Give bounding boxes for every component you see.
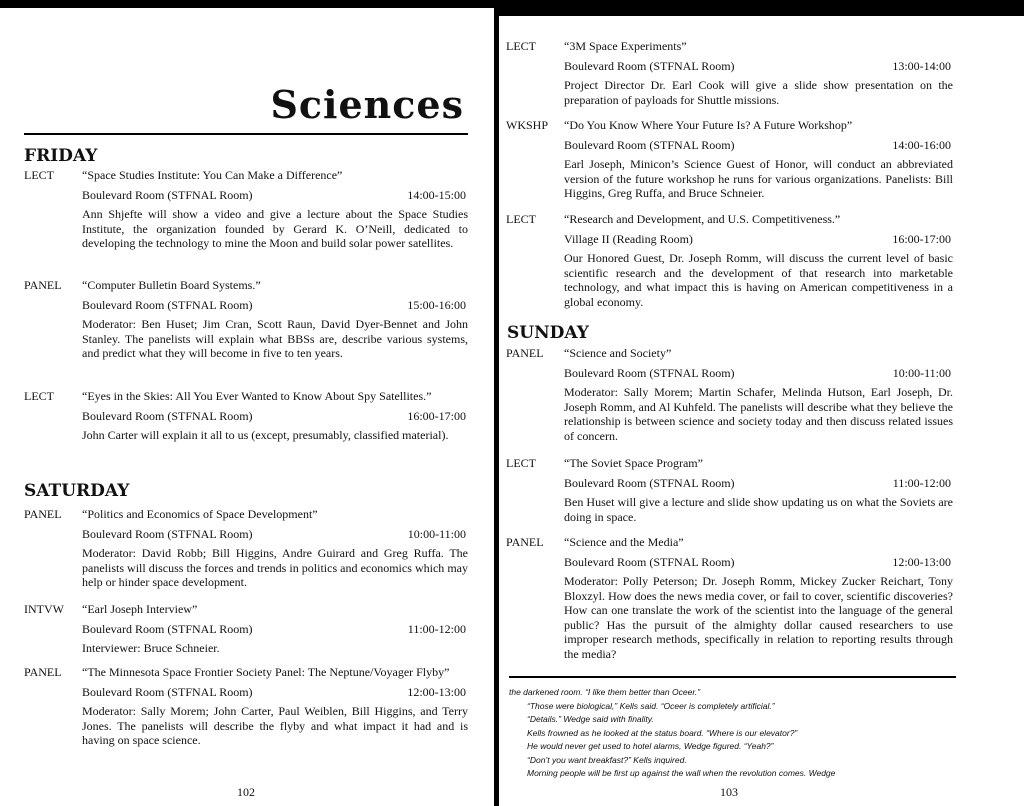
event-description: Moderator: Sally Morem; John Carter, Paul Weiblen, Bill Higgins, and Terry Jones. The panelists will describe the flyby and what impact it had and is having on space science. <box>82 704 468 747</box>
event-type: PANEL <box>24 665 62 679</box>
schedule-event <box>506 212 953 309</box>
event-room: Boulevard Room (STFNAL Room) <box>82 526 253 541</box>
event-description: Earl Joseph, Minicon’s Science Guest of Honor, will conduct an abbreviated version of the future workshop he runs for various organizations. Panelists: Bill Higgins, Greg Ruffa, and Bruce Schneier. <box>564 157 953 200</box>
event-description: Moderator: Sally Morem; Martin Schafer, Melinda Hutson, Earl Joseph, Dr. Joseph Romm, and Al Kuhfeld. The panelists will describe what they believe the relationship is between science and society today and then discuss related issues of concern. <box>564 385 953 443</box>
story-line: the darkened room. “I like them better than Oceer.” <box>509 687 701 697</box>
schedule-event <box>506 39 953 107</box>
schedule-event <box>24 168 468 251</box>
event-title: “The Minnesota Space Frontier Society Panel: The Neptune/Voyager Flyby” <box>82 665 450 679</box>
story-line: “Don’t you want breakfast?” Kells inquired. <box>527 754 687 765</box>
story-line: Morning people will be first up against the wall when the revolution comes. Wedge <box>527 768 836 778</box>
event-title: “3M Space Experiments” <box>564 39 687 53</box>
page-number: 102 <box>237 785 255 799</box>
left-page <box>0 8 494 806</box>
story-line: “Those were biological,” Kells said. “Oceer is completely artificial.” <box>527 700 775 711</box>
day-heading-friday: FRIDAY <box>24 146 98 166</box>
event-description: Moderator: David Robb; Bill Higgins, Andre Guirard and Greg Ruffa. The panelists will discuss the forces and trends in politics and economics which may help or hinder space development. <box>82 546 468 589</box>
event-title: “Science and the Media” <box>564 535 684 549</box>
story-excerpt <box>509 686 835 781</box>
event-type: LECT <box>24 389 54 403</box>
page-number: 103 <box>720 785 738 799</box>
event-title: “Eyes in the Skies: All You Ever Wanted to Know About Spy Satellites.” <box>82 389 432 403</box>
schedule-event <box>24 665 468 748</box>
event-type: PANEL <box>506 535 544 549</box>
event-type: PANEL <box>24 278 62 292</box>
event-title: “Research and Development, and U.S. Competitiveness.” <box>564 212 841 226</box>
event-description: Our Honored Guest, Dr. Joseph Romm, will discuss the current level of basic scientific research and the development of that research into marketable technology, and what impact this is having on American competitiveness in a global economy. <box>564 251 953 309</box>
event-time: 11:00-12:00 <box>892 475 951 490</box>
event-type: WKSHP <box>506 118 549 132</box>
event-type: PANEL <box>506 346 544 360</box>
event-type: INTVW <box>24 602 64 616</box>
schedule-event <box>506 456 953 524</box>
event-room: Boulevard Room (STFNAL Room) <box>564 137 735 152</box>
event-room: Boulevard Room (STFNAL Room) <box>82 684 253 699</box>
story-line: He would never get used to hotel alarms, Wedge figured. “Yeah?” <box>527 741 774 751</box>
story-line: “Details.” Wedge said with finality. <box>527 714 654 724</box>
event-room: Boulevard Room (STFNAL Room) <box>82 297 253 312</box>
event-time: 16:00-17:00 <box>892 231 951 246</box>
event-title: “Science and Society” <box>564 346 672 360</box>
event-description: John Carter will explain it all to us (except, presumably, classified material). <box>82 428 449 442</box>
page-rule <box>509 676 956 678</box>
event-room: Boulevard Room (STFNAL Room) <box>564 475 735 490</box>
event-time: 14:00-15:00 <box>407 187 466 202</box>
story-line: Kells frowned as he looked at the status board. “Where is our elevator?” <box>527 727 798 738</box>
event-room: Boulevard Room (STFNAL Room) <box>82 621 253 636</box>
event-type: LECT <box>24 168 54 182</box>
event-room: Boulevard Room (STFNAL Room) <box>82 408 253 423</box>
event-time: 12:00-13:00 <box>407 684 466 699</box>
event-title: “The Soviet Space Program” <box>564 456 703 470</box>
schedule-event <box>506 346 953 443</box>
event-room: Boulevard Room (STFNAL Room) <box>82 187 253 202</box>
event-room: Boulevard Room (STFNAL Room) <box>564 365 735 380</box>
schedule-event <box>506 535 953 661</box>
event-title: “Space Studies Institute: You Can Make a Difference” <box>82 168 343 182</box>
event-time: 13:00-14:00 <box>892 58 951 73</box>
title-rule <box>24 133 468 135</box>
event-type: LECT <box>506 39 536 53</box>
event-description: Ann Shjefte will show a video and give a lecture about the Space Studies Institute, the organization founded by Gerard K. O’Neill, dedicated to developing the technology to mine the Moon and build solar power satellites. <box>82 207 468 250</box>
event-type: LECT <box>506 456 536 470</box>
event-room: Boulevard Room (STFNAL Room) <box>564 58 735 73</box>
event-description: Interviewer: Bruce Schneier. <box>82 641 220 655</box>
event-description: Moderator: Polly Peterson; Dr. Joseph Romm, Mickey Zucker Reichart, Tony Bloxzyl. How does the news media cover, or fail to cover, scientific discoveries? How can one translate the work of the scientist into the language of the general public? Has the pursuit of the almighty dollar caused researchers to use improper research methods, specifically in relation to reporting results through the media? <box>564 574 953 661</box>
day-heading-saturday: SATURDAY <box>24 481 130 501</box>
schedule-event <box>24 602 468 656</box>
schedule-event <box>506 118 953 201</box>
event-room: Village II (Reading Room) <box>564 231 693 246</box>
event-time: 16:00-17:00 <box>407 408 466 423</box>
event-title: “Politics and Economics of Space Development” <box>82 507 318 521</box>
event-description: Ben Huset will give a lecture and slide show updating us on what the Soviets are doing in space. <box>564 495 953 524</box>
section-title: Sciences <box>270 82 464 127</box>
event-time: 15:00-16:00 <box>407 297 466 312</box>
event-title: “Computer Bulletin Board Systems.” <box>82 278 261 292</box>
event-description: Project Director Dr. Earl Cook will give a slide show presentation on the preparation of payloads for Shuttle missions. <box>564 78 953 107</box>
event-type: LECT <box>506 212 536 226</box>
event-time: 11:00-12:00 <box>407 621 466 636</box>
event-room: Boulevard Room (STFNAL Room) <box>564 554 735 569</box>
event-title: “Do You Know Where Your Future Is? A Future Workshop” <box>564 118 853 132</box>
event-description: Moderator: Ben Huset; Jim Cran, Scott Raun, David Dyer-Bennet and John Stanley. The panelists will explain what BBSs are, describe various systems, and predict what they will become in five to ten years. <box>82 317 468 360</box>
day-heading-sunday: SUNDAY <box>507 323 589 343</box>
event-time: 10:00-11:00 <box>407 526 466 541</box>
event-time: 14:00-16:00 <box>892 137 951 152</box>
right-page <box>499 16 1024 806</box>
schedule-event <box>24 507 468 590</box>
event-title: “Earl Joseph Interview” <box>82 602 198 616</box>
schedule-event <box>24 389 468 443</box>
event-time: 10:00-11:00 <box>892 365 951 380</box>
schedule-event <box>24 278 468 361</box>
event-type: PANEL <box>24 507 62 521</box>
event-time: 12:00-13:00 <box>892 554 951 569</box>
